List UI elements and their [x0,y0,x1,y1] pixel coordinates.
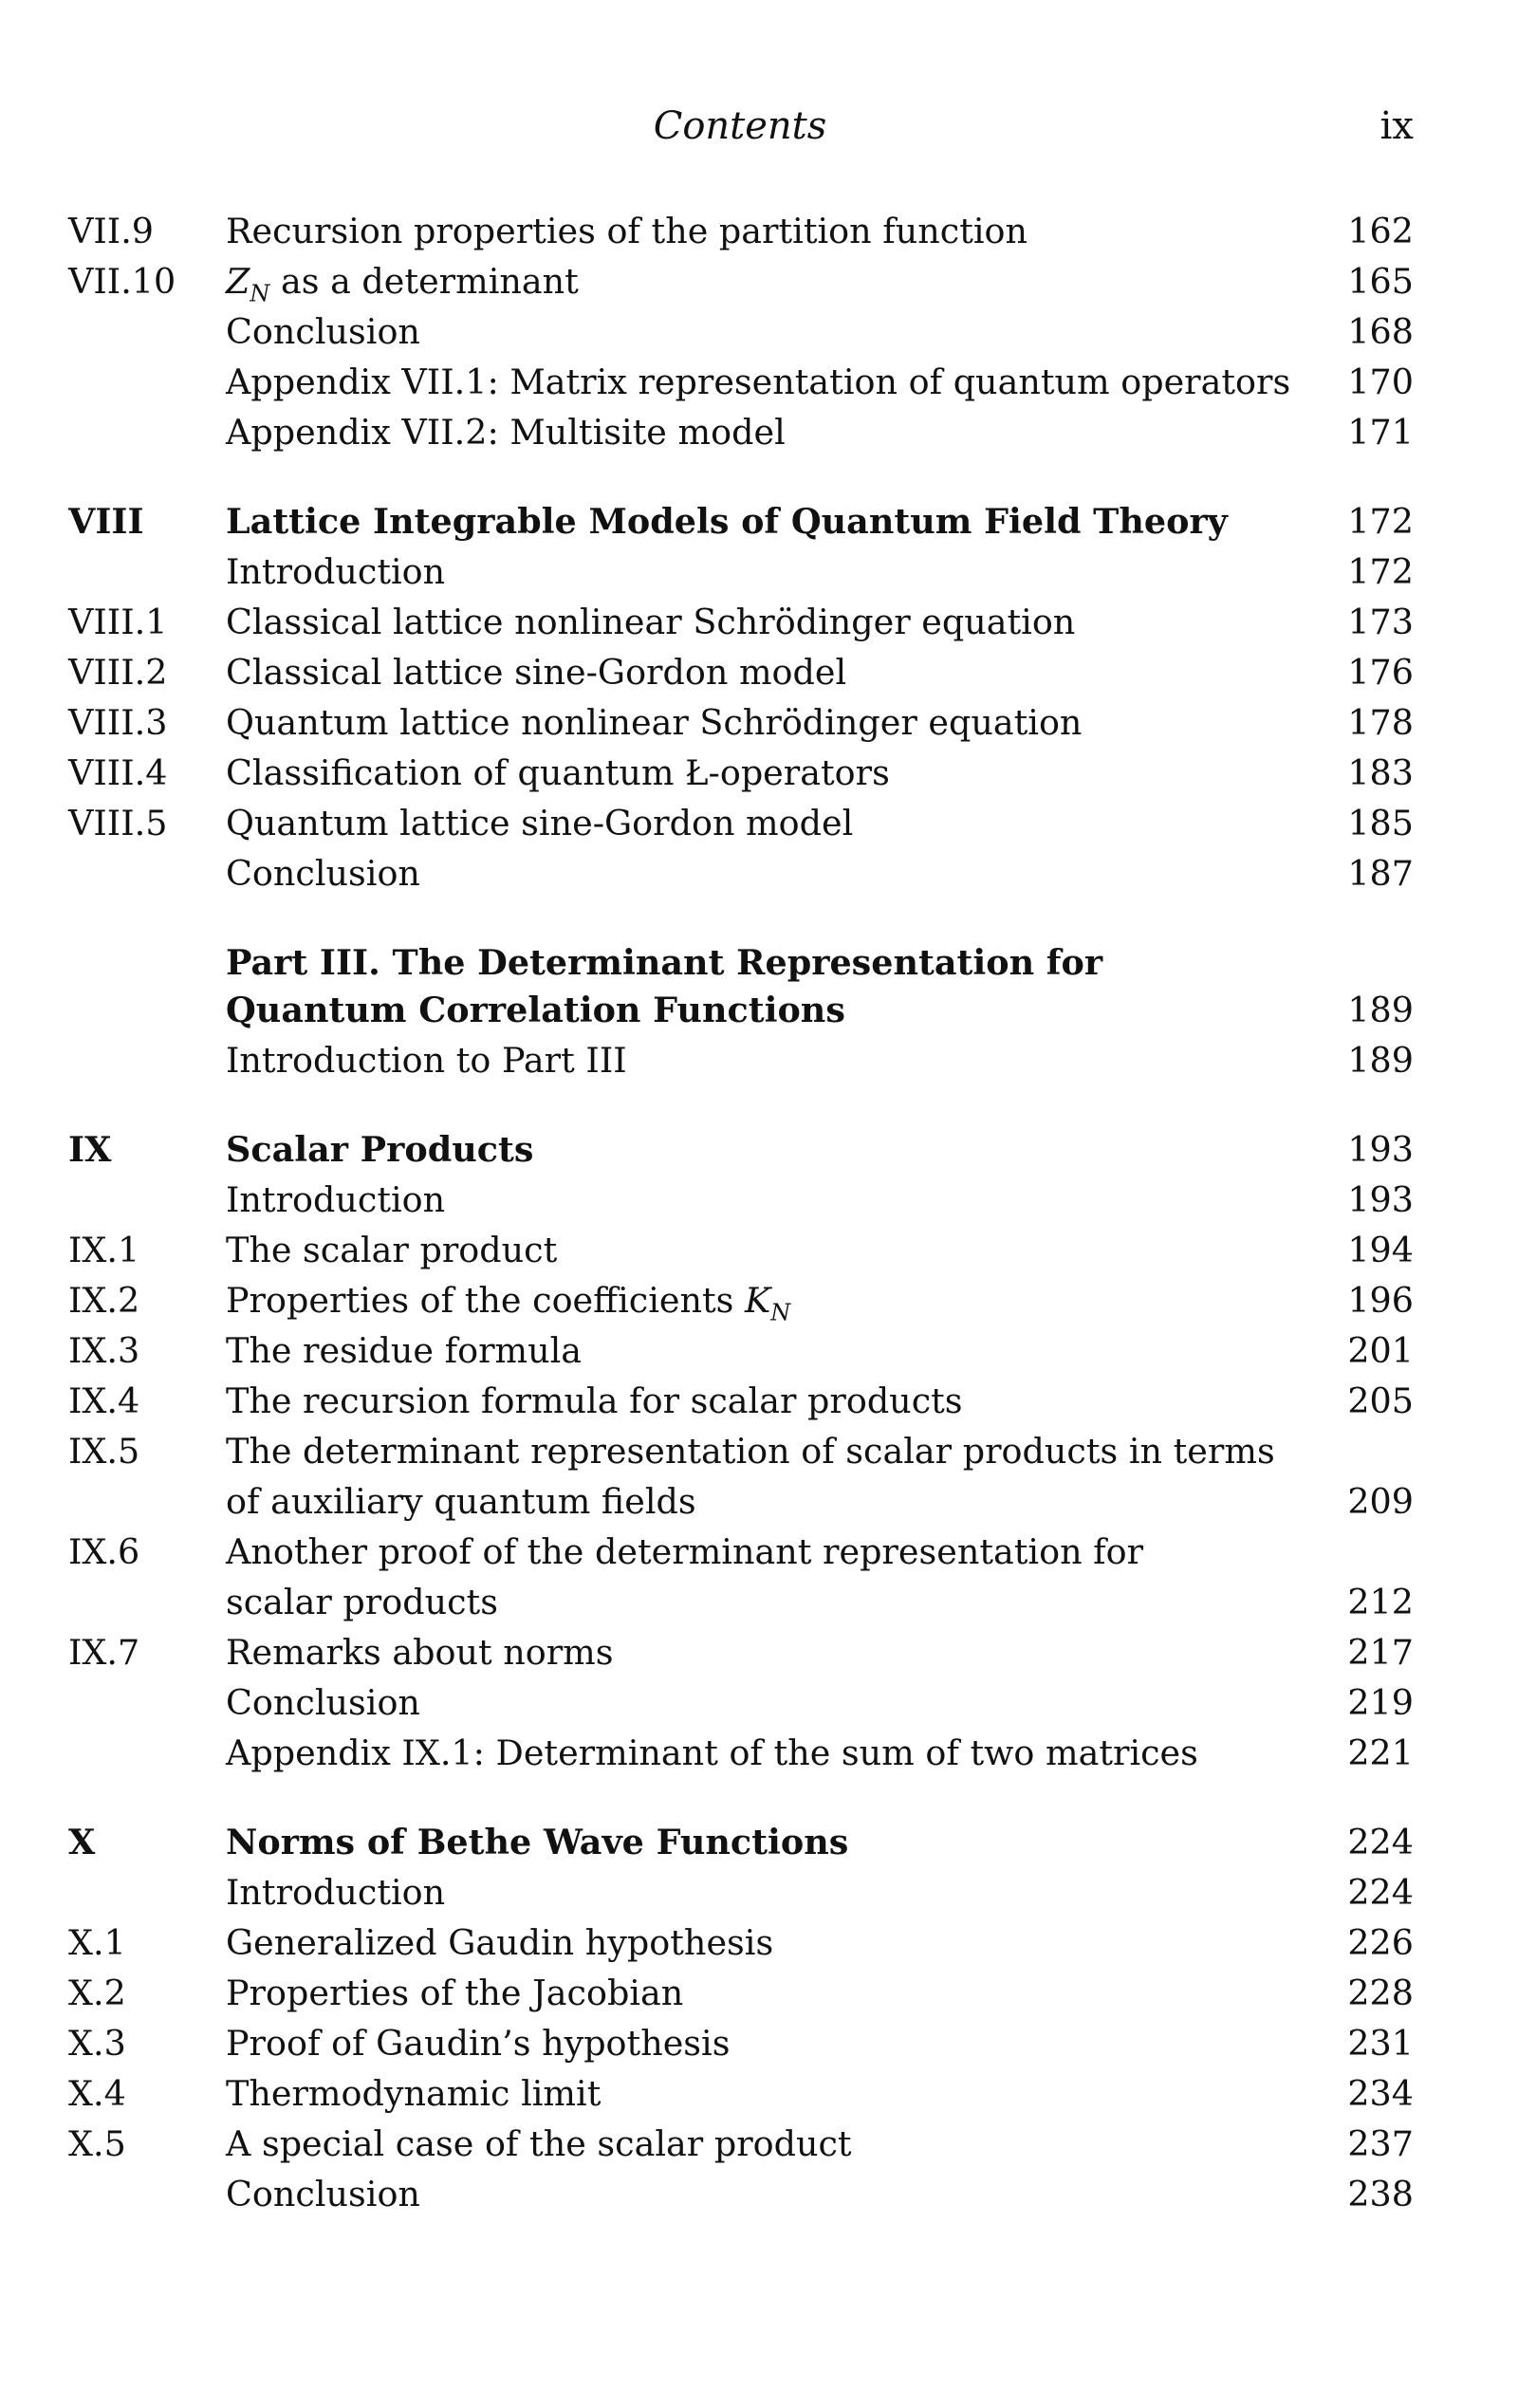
entry-number: IX.6 [68,1531,140,1572]
entry-number: VIII.3 [68,702,168,743]
entry-title: Conclusion [226,2174,420,2214]
toc-entry [0,1678,1518,1728]
entry-number: IX [68,1129,112,1170]
entry-title: Recursion properties of the partition function [226,211,1028,251]
entry-page-number: 228 [1347,1973,1414,2013]
entry-number: VIII.2 [68,652,168,693]
entry-number: X.5 [68,2123,126,2164]
entry-title: Introduction [226,1179,446,1220]
entry-number: X.1 [68,1922,126,1963]
toc-entry [0,598,1518,647]
toc-entry [0,799,1518,848]
entry-page-number: 237 [1347,2123,1414,2164]
entry-title: Scalar Products [226,1129,534,1170]
entry-title: Thermodynamic limit [226,2073,602,2114]
toc-entry [0,547,1518,597]
toc-entry [0,2120,1518,2169]
toc-entry [0,1176,1518,1225]
entry-title: Lattice Integrable Models of Quantum Field Theory [226,501,1228,542]
entry-page-number: 178 [1347,702,1414,743]
entry-page-number: 168 [1347,311,1414,352]
entry-number: VIII [68,501,144,542]
entry-number: VII.10 [68,261,176,302]
toc-entry [0,1918,1518,1968]
toc-entry [0,749,1518,798]
entry-title: The determinant representation of scalar products in terms [226,1431,1275,1472]
entry-number: X.3 [68,2023,126,2064]
toc-entry [0,986,1518,1035]
entry-number: IX.4 [68,1380,140,1421]
entry-number: X.2 [68,1973,126,2013]
entry-title: Quantum Correlation Functions [226,990,845,1030]
toc-entry [0,2069,1518,2119]
entry-number: IX.3 [68,1330,140,1371]
header-title: Contents [653,104,827,148]
toc-entry [0,1427,1518,1476]
entry-number: IX.7 [68,1632,140,1673]
entry-title: Classification of quantum Ł-operators [226,752,890,793]
entry-number: IX.5 [68,1431,140,1472]
entry-title: Norms of Bethe Wave Functions [226,1822,849,1862]
entry-number: VIII.5 [68,803,168,843]
entry-title: Appendix VII.1: Matrix representation of quantum operators [226,361,1291,402]
entry-title: Quantum lattice sine-Gordon model [226,803,854,843]
entry-title: Introduction to Part III [226,1040,627,1081]
entry-page-number: 165 [1347,261,1414,302]
entry-title: Introduction [226,1872,446,1913]
toc-entry [0,1729,1518,1778]
toc-entry [0,207,1518,256]
entry-page-number: 176 [1347,652,1414,693]
entry-title: Quantum lattice nonlinear Schrödinger equation [226,702,1083,743]
entry-page-number: 189 [1347,1040,1414,1081]
entry-page-number: 187 [1347,853,1414,894]
toc-entry [0,497,1518,546]
entry-title: Conclusion [226,1682,420,1723]
entry-title: of auxiliary quantum fields [226,1481,696,1522]
entry-number: VII.9 [68,211,155,251]
toc-entry [0,1868,1518,1917]
toc-entry [0,1276,1518,1325]
entry-title: Properties of the Jacobian [226,1973,684,2013]
entry-title: The scalar product [226,1230,558,1270]
entry-page-number: 172 [1347,501,1414,542]
entry-page-number: 217 [1347,1632,1414,1673]
entry-page-number: 173 [1347,602,1414,642]
entry-title: The residue formula [226,1330,583,1371]
toc-entry [0,1628,1518,1677]
entry-title: Generalized Gaudin hypothesis [226,1922,774,1963]
running-header [0,104,1518,157]
entry-title: Appendix IX.1: Determinant of the sum of two matrices [226,1732,1198,1773]
entry-page-number: 231 [1347,2023,1414,2064]
entry-title: Conclusion [226,311,420,352]
toc-entry [0,1125,1518,1175]
entry-title: Remarks about norms [226,1632,614,1673]
toc-entry [0,1377,1518,1426]
toc-entry [0,1969,1518,2018]
entry-number: VIII.4 [68,752,168,793]
entry-page-number: 183 [1347,752,1414,793]
entry-page-number: 171 [1347,412,1414,453]
entry-title: Introduction [226,551,446,592]
toc-entry [0,1818,1518,1867]
toc-entry [0,1226,1518,1275]
entry-page-number: 221 [1347,1732,1414,1773]
entry-page-number: 224 [1347,1872,1414,1913]
toc-entry [0,257,1518,306]
toc-entry [0,849,1518,898]
entry-page-number: 193 [1347,1179,1414,1220]
entry-number: X.4 [68,2073,126,2114]
toc-entry [0,1528,1518,1577]
entry-title: Part III. The Determinant Representation for [226,942,1103,983]
toc-entry [0,408,1518,457]
entry-title: $Z_N$ as a determinant [226,261,579,307]
entry-page-number: 205 [1347,1380,1414,1421]
entry-page-number: 224 [1347,1822,1414,1862]
entry-page-number: 226 [1347,1922,1414,1963]
entry-number: X [68,1822,96,1862]
entry-page-number: 234 [1347,2073,1414,2114]
math-symbol: $K_N$ [744,1280,791,1326]
entry-title: Classical lattice sine-Gordon model [226,652,847,693]
entry-page-number: 189 [1347,990,1414,1030]
entry-title: Conclusion [226,853,420,894]
entry-page-number: 193 [1347,1129,1414,1170]
toc-entry [0,698,1518,748]
entry-page-number: 238 [1347,2174,1414,2214]
entry-title: Appendix VII.2: Multisite model [226,412,786,453]
entry-page-number: 162 [1347,211,1414,251]
toc-entry [0,2170,1518,2219]
entry-title: The recursion formula for scalar products [226,1380,963,1421]
entry-number: VIII.1 [68,602,168,642]
entry-title: Classical lattice nonlinear Schrödinger equation [226,602,1076,642]
entry-title: Properties of the coefficients $K_N$ [226,1280,791,1326]
entry-page-number: 209 [1347,1481,1414,1522]
toc-entry [0,938,1518,988]
entry-number: IX.2 [68,1280,140,1321]
toc-entry [0,1477,1518,1527]
entry-title: A special case of the scalar product [226,2123,852,2164]
math-symbol: $Z_N$ [226,261,270,307]
toc-entry [0,1326,1518,1376]
toc-entry [0,648,1518,697]
toc-entry [0,307,1518,357]
entry-page-number: 219 [1347,1682,1414,1723]
toc-entry [0,1578,1518,1627]
entry-page-number: 201 [1347,1330,1414,1371]
toc-entry [0,1036,1518,1085]
entry-page-number: 196 [1347,1280,1414,1321]
entry-title: Proof of Gaudin’s hypothesis [226,2023,731,2064]
toc-entry [0,358,1518,407]
entry-page-number: 212 [1347,1582,1414,1622]
entry-title: Another proof of the determinant representation for [226,1531,1144,1572]
entry-number: IX.1 [68,1230,140,1270]
toc-entry [0,2019,1518,2068]
entry-page-number: 170 [1347,361,1414,402]
entry-title: scalar products [226,1582,498,1622]
entry-page-number: 185 [1347,803,1414,843]
header-page-number: ix [1379,104,1414,148]
entry-page-number: 194 [1347,1230,1414,1270]
entry-page-number: 172 [1347,551,1414,592]
